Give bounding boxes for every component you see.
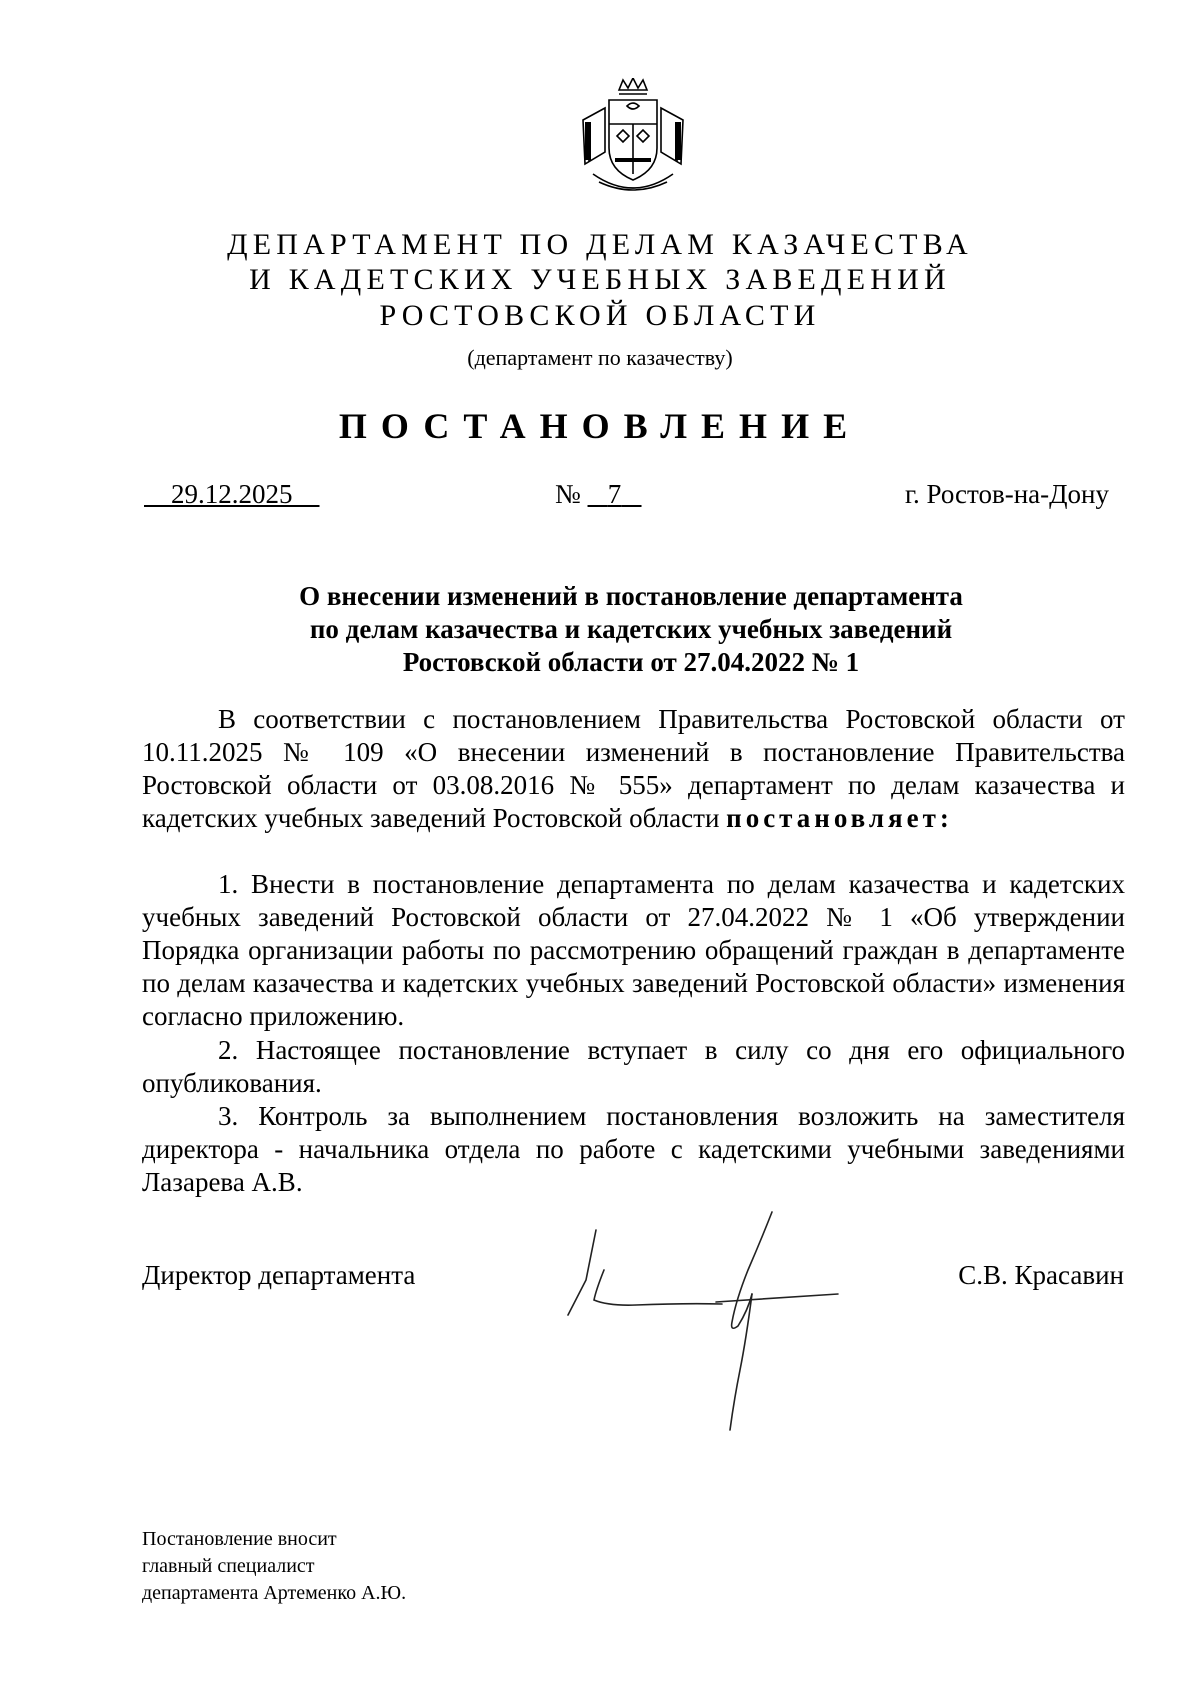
clause-1: 1. Внести в постановление департамента по делам казачества и кадетских учебных заведений Ростовской области от 27.04.2022 № 1 «Об утверждении Порядка организации работы по рассмотрению обращений граждан в департаменте по делам казачества и кадетских учебных заведений Ростовской области» изменения согласно приложению. [142,869,1125,1031]
document-title-line-3: Ростовской области от 27.04.2022 № 1 [402,647,860,677]
department-short-name: (департамент по казачеству) [467,345,733,370]
document-number [555,481,642,508]
coat-of-arms-icon [575,78,691,196]
document-title [0,580,1200,679]
department-name-line-1: ДЕПАРТАМЕНТ ПО ДЕЛАМ КАЗАЧЕСТВА [227,228,973,261]
footer-note [142,1526,406,1607]
document-type-title: ПОСТАНОВЛЕНИЕ [338,406,862,446]
preamble-text: В соответствии с постановлением Правительства Ростовской области от 10.11.2025 № 109 «О внесении изменений в постановление Правительства Ростовской области от 03.08.2016 № 555» департамент по делам казачества и кадетских учебных заведений Ростовской области [142,704,1125,833]
document-date-value: 29.12.2025 [171,479,293,509]
clause-3: 3. Контроль за выполнением постановления возложить на заместителя директора - начальника отдела по работе с кадетскими учебными заведениями Лазарева А.В. [142,1101,1125,1197]
document-title-line-2: по делам казачества и кадетских учебных заведений [309,614,953,644]
handwritten-signature [556,1210,846,1435]
document-number-value: 7 [607,479,622,509]
footer-line-3: департамента Артеменко А.Ю. [142,1582,407,1604]
decision-word: постановляет: [726,803,953,833]
document-city: г. Ростов-на-Дону [905,479,1110,509]
signer-title: Директор департамента [142,1260,416,1290]
department-name-line-2: И КАДЕТСКИХ УЧЕБНЫХ ЗАВЕДЕНИЙ [249,263,951,296]
signer-name: С.В. Красавин [958,1260,1124,1290]
footer-line-1: Постановление вносит [142,1528,337,1550]
department-name-line-3: РОСТОВСКОЙ ОБЛАСТИ [379,299,821,332]
clause-2: 2. Настоящее постановление вступает в силу со дня его официального опубликования. [142,1035,1125,1098]
document-date [144,481,320,508]
document-title-line-1: О внесении изменений в постановление департамента [299,581,963,611]
preamble-paragraph [142,703,1125,835]
footer-line-2: главный специалист [142,1555,315,1577]
number-sign: № [555,479,581,509]
